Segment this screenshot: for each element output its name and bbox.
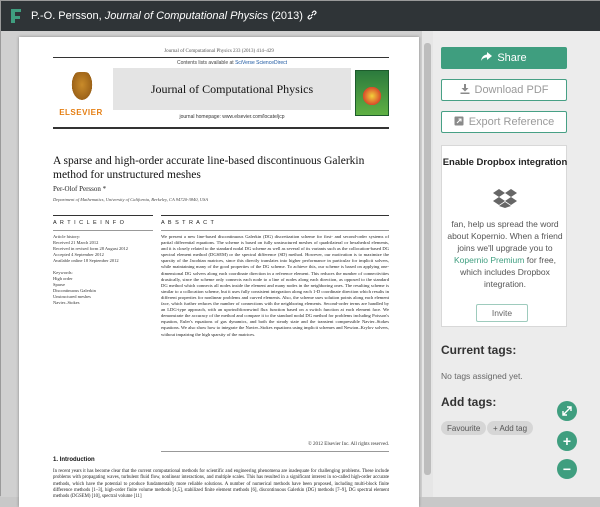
export-reference-button[interactable]: [441, 111, 567, 133]
header-year: (2013): [271, 10, 303, 22]
no-tags-text: No tags assigned yet.: [441, 371, 523, 381]
invite-button[interactable]: Invite: [476, 304, 528, 322]
viewer-scrollbar[interactable]: [422, 31, 433, 497]
export-icon: [454, 116, 464, 129]
dropbox-text-after: for free, which includes Dropbox integration.: [460, 255, 557, 289]
download-label: Download PDF: [474, 84, 549, 96]
add-tags-heading: Add tags:: [441, 395, 497, 409]
add-tag-button[interactable]: + Add tag: [487, 421, 533, 435]
divider: [161, 230, 389, 231]
zoom-in-button[interactable]: +: [557, 431, 577, 451]
expand-button[interactable]: [557, 401, 577, 421]
dropbox-text: [446, 218, 564, 290]
download-icon: [460, 84, 470, 97]
journal-cover-image: [355, 70, 389, 116]
tag-favourite[interactable]: Favourite: [441, 421, 486, 435]
publisher-name: ELSEVIER: [59, 108, 103, 117]
paper-author: Per-Olof Persson *: [53, 185, 107, 193]
elsevier-logo: [53, 70, 109, 122]
intro-text: In recent years it has become clear that the current computational methods for scientific and engineering phenomena are inadequate for challenging problems. These include problems with propagating waves, turbulent fluid flow, nonlinear interactions, and multiple scales. This has resulted in a significant interest in so-called high-order accurate methods, which have the potential to produce fundamentally more reliable solutions. A number of numerical methods have been proposed, including multi-block finite difference methods [1–3], high-order finite volume methods [4,5], stabilized finite element methods [6], discontinuous Galerkin (DG) methods [7–9], DG spectral element methods (DGSEM) [10], spectral volume [11]: [53, 469, 389, 500]
document-title: [31, 10, 303, 22]
header-author: P.-O. Persson,: [31, 10, 102, 22]
pdf-page: [19, 37, 419, 507]
download-pdf-button[interactable]: [441, 79, 567, 101]
journal-homepage: journal homepage: www.elsevier.com/locate/jcp: [179, 114, 285, 120]
dropbox-text-before: fan, help us spread the word about Kopernio. When a friend joins we'll upgrade you to: [447, 219, 563, 253]
journal-title: Journal of Computational Physics: [150, 82, 314, 96]
export-label: Export Reference: [468, 116, 555, 128]
divider: [53, 127, 389, 129]
masthead-center: [113, 58, 351, 124]
expand-icon: [562, 403, 572, 419]
paper-title: A sparse and high-order accurate line-based discontinuous Galerkin method for unstructured meshes: [53, 155, 365, 181]
copyright: © 2012 Elsevier Inc. All rights reserved.: [307, 442, 389, 447]
header-journal: Journal of Computational Physics: [104, 10, 269, 22]
abstract-text: We present a new line-based discontinuous Galerkin (DG) discretization scheme for first- and second-order systems of partial differential equations. The scheme is based on fully unstructured meshes of quadrilateral or hexahedral elements, and it is closely related to the standard nodal DG scheme as well as several of its variants such as the collocation-based DG spectral element method (DGSEM) or the spectral difference (SD) method. However, our motivation is to maximize the sparsity of the Jacobian matrices, since this directly translates into higher performance in particular for implicit solvers, while maintaining many of the good properties of the DG scheme. To achieve this, our scheme is based on applying one-dimensional DG solvers along each coordinate direction in a reference element. This reduces the number of connectivities drastically, since the scheme only connects each node to a line of nodes along each direction, as opposed to the standard DG method which connects all nodes inside the element and many nodes in the neighboring ones. The resulting scheme is similar to a collocation scheme, but it uses fully consistent integration along each 1-D coordinate direction which results in different properties for nonlinear problems and curved elements. Also, the scheme uses solution points along each element face, which further reduces the number of connections with the neighboring elements. Second-order terms are handled by an LDG-type approach, with an upwind/downwind flux function based on a switch function at each element face. We demonstrate the accuracy of the method and compare it to the standard nodal DG method for problems including Poisson's equation, Euler's equations of gas dynamics, and both the steady state and the transient compressible Navier–Stokes equations. We also show how to integrate the Navier–Stokes equations using implicit schemes and Newton–Krylov solvers, without impairing the high sparsity of the matrices.: [161, 234, 389, 337]
sciencedirect-link[interactable]: SciVerse ScienceDirect: [235, 60, 288, 66]
top-bar: [1, 1, 600, 31]
divider: [53, 215, 153, 216]
paper-affiliation: Department of Mathematics, University of California, Berkeley, CA 94720-3840, USA: [53, 197, 209, 202]
dropbox-icon: [493, 188, 517, 208]
dropbox-card: [441, 145, 567, 327]
scrollbar-thumb[interactable]: [424, 43, 431, 475]
journal-masthead: [53, 58, 389, 124]
abstract-heading: A B S T R A C T: [161, 220, 215, 226]
contents-line: [113, 60, 351, 66]
share-label: Share: [497, 52, 527, 64]
sidebar: [433, 31, 600, 497]
divider: [53, 230, 153, 231]
elsevier-tree-icon: [69, 72, 95, 104]
article-info: Article history: Received 21 March 2012 Received in revised form 28 August 2012 Accepted 4 September 2012 Available online 18 September 2012 Keywords: High order Sparse Discontinuous Galerkin Unstructured meshes Navier–Stokes: [53, 234, 128, 305]
article-info-heading: A R T I C L E I N F O: [53, 220, 125, 226]
journal-reference: Journal of Computational Physics 233 (2013) 414–429: [164, 49, 274, 54]
divider: [161, 215, 389, 216]
kopernio-premium-link[interactable]: Kopernio Premium: [453, 255, 525, 265]
divider: [161, 451, 389, 452]
current-tags-heading: Current tags:: [441, 343, 517, 357]
share-button[interactable]: [441, 47, 567, 69]
link-icon[interactable]: [307, 10, 317, 23]
kopernio-logo-icon: [9, 8, 23, 24]
intro-heading: 1. Introduction: [53, 457, 95, 463]
share-icon: [481, 52, 492, 65]
contents-prefix: Contents lists available at: [176, 60, 234, 66]
zoom-out-button[interactable]: −: [557, 459, 577, 479]
dropbox-title: Enable Dropbox integration: [442, 157, 568, 168]
